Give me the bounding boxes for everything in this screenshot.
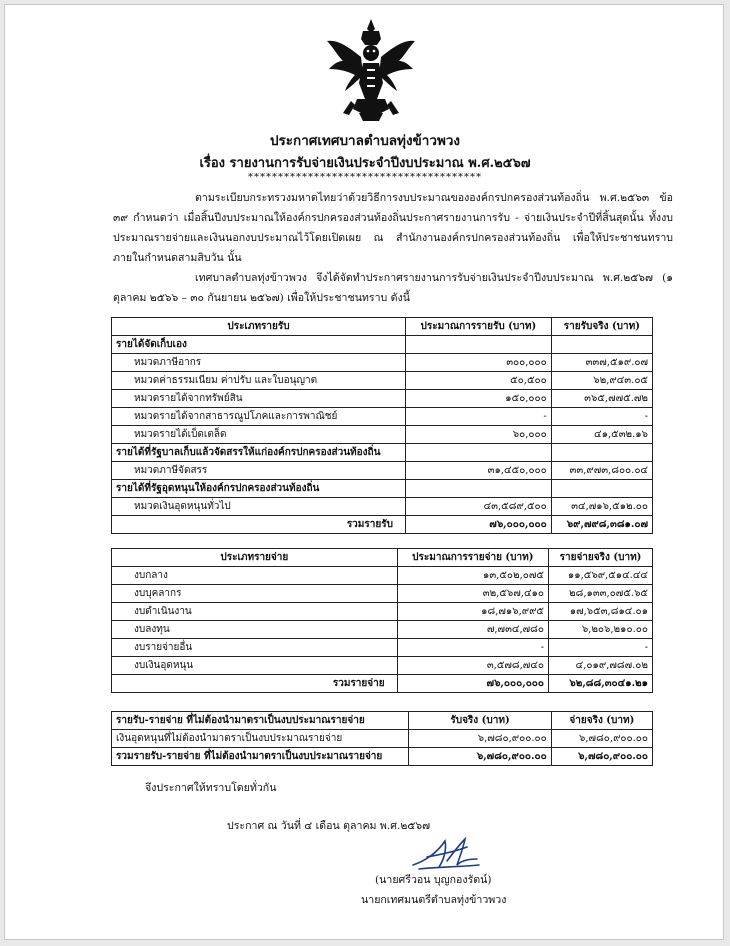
row-estimate: ๓๒,๕๖๗,๔๑๐	[397, 585, 548, 603]
row-label: หมวดค่าธรรมเนียม ค่าปรับ และใบอนุญาต	[112, 372, 406, 390]
row-actual: ๒๘,๑๓๓,๐๗๕.๖๕	[549, 585, 653, 603]
star-divider: ***************************************	[248, 173, 482, 183]
garuda-emblem-icon	[323, 17, 419, 121]
closing-statement: จึงประกาศให้ทราบโดยทั่วกัน	[145, 782, 277, 794]
row-label: งบเงินอุดหนุน	[112, 657, 398, 675]
total-actual: ๖๙,๗๙๘,๓๘๑.๐๗	[551, 516, 652, 534]
table-header-row	[112, 712, 653, 730]
table-group-row	[112, 480, 653, 498]
table-row	[112, 408, 653, 426]
row-estimate: -	[405, 408, 551, 426]
announcement-date: ประกาศ ณ วันที่ ๔ เดือน ตุลาคม พ.ศ.๒๕๖๗	[227, 820, 431, 832]
total-paid: ๖,๗๘๐,๙๐๐.๐๐	[551, 748, 652, 766]
row-label: งบกลาง	[112, 567, 398, 585]
group-label: รายได้ที่รัฐบาลเก็บแล้วจัดสรรให้แก่องค์กรปกครองส่วนท้องถิ่น	[112, 444, 406, 462]
document-page	[4, 4, 724, 940]
row-actual: ๔๑,๕๓๒.๑๖	[551, 426, 652, 444]
row-label: งบรายจ่ายอื่น	[112, 639, 398, 657]
total-label: รวมรายรับ	[112, 516, 406, 534]
table-row	[112, 426, 653, 444]
column-header: ประมาณการรายจ่าย (บาท)	[397, 549, 548, 567]
row-estimate: ๑๕๐,๐๐๐	[405, 390, 551, 408]
row-estimate: ๑๘,๗๑๖,๙๙๕	[397, 603, 548, 621]
announcement-title: ประกาศเทศบาลตำบลทุ่งข้าวพวง	[269, 133, 461, 149]
table-total-row	[112, 675, 653, 693]
row-label: หมวดรายได้จากสาธารณูปโภคและการพาณิชย์	[112, 408, 406, 426]
table-group-row	[112, 336, 653, 354]
column-header: จ่ายจริง (บาท)	[551, 712, 652, 730]
table-group-row	[112, 444, 653, 462]
row-actual: ๓๓๗,๕๑๙.๐๗	[551, 354, 652, 372]
table-row	[112, 498, 653, 516]
table-row	[112, 390, 653, 408]
row-label: เงินอุดหนุนที่ไม่ต้องนำมาตราเป็นงบประมาณรายจ่าย	[112, 730, 409, 748]
row-estimate: ๑๓,๕๐๒,๐๗๕	[397, 567, 548, 585]
row-actual: ๓๖๕,๗๗๕.๗๒	[551, 390, 652, 408]
table-row	[112, 372, 653, 390]
total-label: รวมรายจ่าย	[112, 675, 398, 693]
total-estimate: ๗๖,๐๐๐,๐๐๐	[397, 675, 548, 693]
table-row	[112, 657, 653, 675]
table-row	[112, 585, 653, 603]
row-paid: ๖,๗๘๐,๙๐๐.๐๐	[551, 730, 652, 748]
table-header-row	[112, 318, 653, 336]
table-row	[112, 462, 653, 480]
row-estimate: ๓๐๐,๐๐๐	[405, 354, 551, 372]
table-row	[112, 639, 653, 657]
column-header: รายรับจริง (บาท)	[551, 318, 652, 336]
column-header: รายจ่ายจริง (บาท)	[549, 549, 653, 567]
row-label: หมวดภาษีอากร	[112, 354, 406, 372]
row-label: หมวดเงินอุดหนุนทั่วไป	[112, 498, 406, 516]
row-estimate: ๕๐,๕๐๐	[405, 372, 551, 390]
row-estimate: ๖๐,๐๐๐	[405, 426, 551, 444]
total-received: ๖,๗๘๐,๙๐๐.๐๐	[409, 748, 551, 766]
row-actual: -	[551, 408, 652, 426]
group-label: รายได้ที่รัฐอุดหนุนให้องค์กรปกครองส่วนท้องถิ่น	[112, 480, 406, 498]
table-header-row	[112, 549, 653, 567]
income-table	[111, 317, 653, 534]
expense-table	[111, 548, 653, 693]
intro-paragraph: ตามระเบียบกระทรวงมหาดไทยว่าด้วยวิธีการงบประมาณขององค์กรปกครองส่วนท้องถิ่น พ.ศ.๒๕๖๓ ข้อ ๓๙ กำหนดว่า เมื่อสิ้นปีงบประมาณให้องค์กรปกครองส่วนท้องถิ่นประกาศรายงานการรับ - จ่ายเงินประจำปีที่สิ้นสุดนั้น ทั้งงบประมาณรายจ่ายและเงินนอกงบประมาณไว้โดยเปิดเผย ณ สำนักงานองค์กรปกครองส่วนท้องถิ่น เพื่อให้ประชาชนทราบภายในกำหนดสามสิบวัน นั้น	[113, 192, 673, 264]
row-label: หมวดภาษีจัดสรร	[112, 462, 406, 480]
signatory-position: นายกเทศมนตรีตำบลทุ่งข้าวพวง	[361, 894, 507, 906]
table-row	[112, 567, 653, 585]
row-received: ๖,๗๘๐,๙๐๐.๐๐	[409, 730, 551, 748]
group-label: รายได้จัดเก็บเอง	[112, 336, 406, 354]
total-estimate: ๗๖,๐๐๐,๐๐๐	[405, 516, 551, 534]
signatory-name: (นายศรีวอน บุญกองรัตน์)	[375, 874, 492, 886]
column-header: ประเภทรายรับ	[112, 318, 406, 336]
column-header: ประมาณการรายรับ (บาท)	[405, 318, 551, 336]
row-actual: ๑๗,๖๕๓,๘๑๔.๐๑	[549, 603, 653, 621]
statement-paragraph: เทศบาลตำบลทุ่งข้าวพวง จึงได้จัดทำประกาศรายงานการรับจ่ายเงินประจำปีงบประมาณ พ.ศ.๒๕๖๗ (๑ ตุลาคม ๒๕๖๖ – ๓๐ กันยายน ๒๕๖๗) เพื่อให้ประชาชนทราบ ดังนี้	[113, 272, 673, 304]
row-actual: ๓๔,๗๑๖,๕๑๒.๐๐	[551, 498, 652, 516]
signature-icon	[407, 831, 483, 875]
row-label: งบบุคลากร	[112, 585, 398, 603]
row-actual: ๓๓,๙๗๓,๘๐๐.๐๔	[551, 462, 652, 480]
table-row	[112, 621, 653, 639]
row-label: งบลงทุน	[112, 621, 398, 639]
table-row	[112, 730, 653, 748]
row-estimate: ๗,๗๓๔,๗๘๐	[397, 621, 548, 639]
row-estimate: -	[397, 639, 548, 657]
row-label: หมวดรายได้จากทรัพย์สิน	[112, 390, 406, 408]
table-row	[112, 603, 653, 621]
total-label: รวมรายรับ-รายจ่าย ที่ไม่ต้องนำมาตราเป็นงบประมาณรายจ่าย	[112, 748, 409, 766]
announcement-subject: เรื่อง รายงานการรับจ่ายเงินประจำปีงบประมาณ พ.ศ.๒๕๖๗	[199, 156, 531, 171]
row-actual: ๖,๒๐๖,๒๑๐.๐๐	[549, 621, 653, 639]
row-actual: ๔,๐๑๙,๗๘๗.๐๒	[549, 657, 653, 675]
column-header: รับจริง (บาท)	[409, 712, 551, 730]
column-header: รายรับ-รายจ่าย ที่ไม่ต้องนำมาตราเป็นงบประมาณรายจ่าย	[112, 712, 409, 730]
row-estimate: ๓๑,๔๕๐,๐๐๐	[405, 462, 551, 480]
row-actual: ๖๒,๙๔๓.๐๕	[551, 372, 652, 390]
table-total-row	[112, 516, 653, 534]
row-label: หมวดรายได้เบ็ดเตล็ด	[112, 426, 406, 444]
row-estimate: ๓,๕๗๘,๗๔๐	[397, 657, 548, 675]
off-budget-table	[111, 711, 653, 766]
row-actual: -	[549, 639, 653, 657]
column-header: ประเภทรายจ่าย	[112, 549, 398, 567]
row-estimate: ๔๓,๕๘๙,๕๐๐	[405, 498, 551, 516]
total-actual: ๖๒,๘๘,๓๐๔๑.๒๑	[549, 675, 653, 693]
row-label: งบดำเนินงาน	[112, 603, 398, 621]
table-row	[112, 354, 653, 372]
table-total-row	[112, 748, 653, 766]
row-actual: ๑๑,๕๖๙,๕๑๔.๔๔	[549, 567, 653, 585]
